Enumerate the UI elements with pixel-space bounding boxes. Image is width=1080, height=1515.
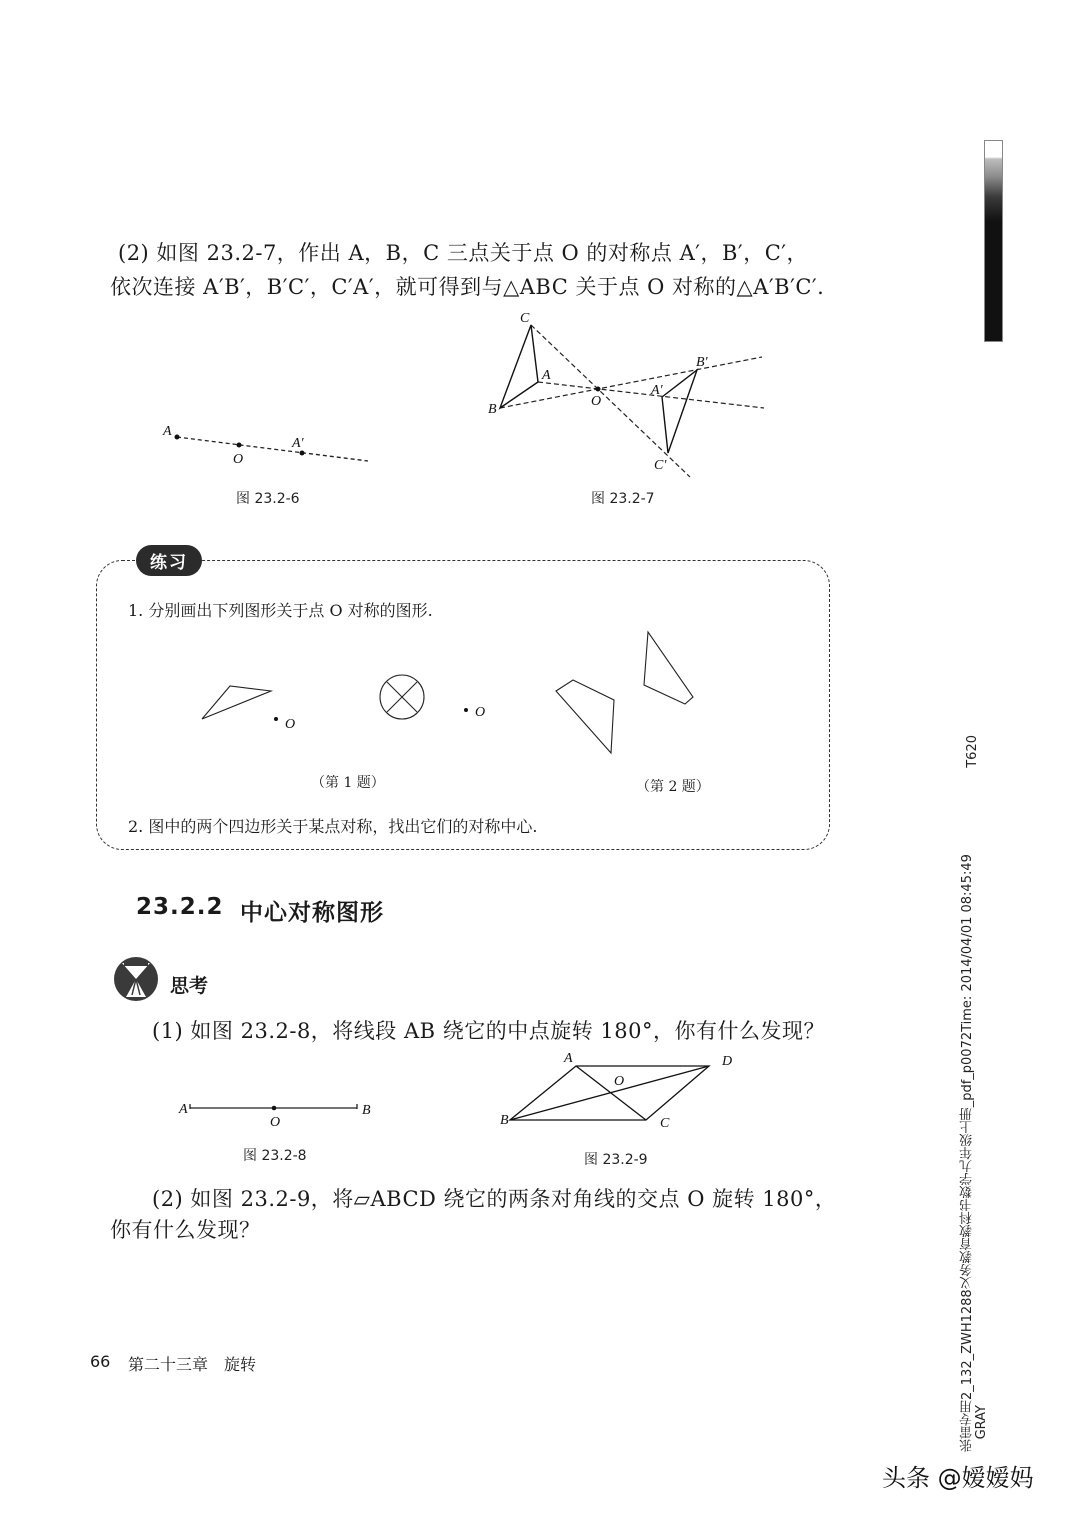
label-c-prime: C′ (654, 458, 667, 473)
side-code: T620 (965, 735, 980, 768)
label-o-2: O (475, 705, 486, 720)
label-o: O (614, 1074, 625, 1089)
paragraph-2-line1: (2) 如图 23.2-7，作出 A，B，C 三点关于点 O 的对称点 A′，B′，C′， (118, 241, 809, 265)
label-o: O (591, 394, 602, 409)
think-question-1: (1) 如图 23.2-8，将线段 AB 绕它的中点旋转 180°，你有什么发现？ (152, 1019, 826, 1043)
watermark: 头条 @嫒嫒妈 (882, 1464, 1034, 1492)
label-o: O (233, 452, 244, 467)
exercise-badge: 练习 (136, 545, 202, 576)
label-b: B (488, 402, 497, 417)
exercise-question-2: 2. 图中的两个四边形关于某点对称，找出它们的对称中心. (128, 817, 538, 836)
exercise-figures (180, 620, 740, 770)
caption-fig-23-2-9: 图 23.2-9 (584, 1152, 648, 1168)
exercise-question-1: 1. 分别画出下列图形关于点 O 对称的图形. (128, 601, 433, 620)
think-icon (112, 955, 160, 1003)
caption-fig-23-2-7: 图 23.2-7 (591, 491, 655, 507)
label-a: A (564, 1051, 573, 1066)
section-number: 23.2.2 (136, 894, 224, 920)
q2-quadrilateral-1 (556, 680, 614, 753)
label-o-1: O (285, 717, 296, 732)
label-b-prime: B′ (696, 355, 708, 370)
section-title: 中心对称图形 (240, 900, 384, 926)
think-question-2-line1: (2) 如图 23.2-9，将▱ABCD 绕它的两条对角线的交点 O 旋转 180°， (152, 1187, 837, 1211)
caption-question-1: （第 1 题） (311, 775, 385, 791)
figure-23-2-9 (490, 1048, 770, 1138)
label-d: D (722, 1054, 733, 1069)
think-title: 思考 (170, 975, 209, 997)
figure-23-2-7 (470, 305, 780, 485)
label-c: C (520, 311, 530, 326)
caption-fig-23-2-6: 图 23.2-6 (236, 491, 300, 507)
label-b: B (500, 1113, 509, 1128)
label-a: A (542, 368, 551, 383)
label-a-prime: A′ (651, 383, 663, 398)
label-a: A (163, 424, 172, 439)
side-meta-line1: 张雷专用2_132_ZWH1288义务教育教科书数学九年级上册_pdf_p0072Time: 2014/04/01 08:45:49 (960, 854, 975, 1452)
label-c: C (660, 1116, 670, 1131)
paragraph-2-line2: 依次连接 A′B′，B′C′，C′A′，就可得到与△ABC 关于点 O 对称的△A′B′C′. (110, 275, 825, 299)
figure-23-2-8 (170, 1090, 390, 1135)
caption-fig-23-2-8: 图 23.2-8 (243, 1148, 307, 1164)
label-b: B (362, 1103, 371, 1118)
label-o: O (270, 1115, 281, 1130)
label-a-prime: A′ (292, 436, 304, 451)
think-question-2-line2: 你有什么发现？ (110, 1218, 261, 1242)
chapter-title: 第二十三章 旋转 (128, 1355, 257, 1374)
q1-triangle (202, 686, 271, 719)
grayscale-bar (984, 140, 1003, 342)
side-meta-line2: GRAY (974, 1405, 989, 1440)
label-a: A (179, 1102, 188, 1117)
caption-question-2: （第 2 题） (636, 779, 710, 795)
page-number: 66 (90, 1352, 111, 1371)
